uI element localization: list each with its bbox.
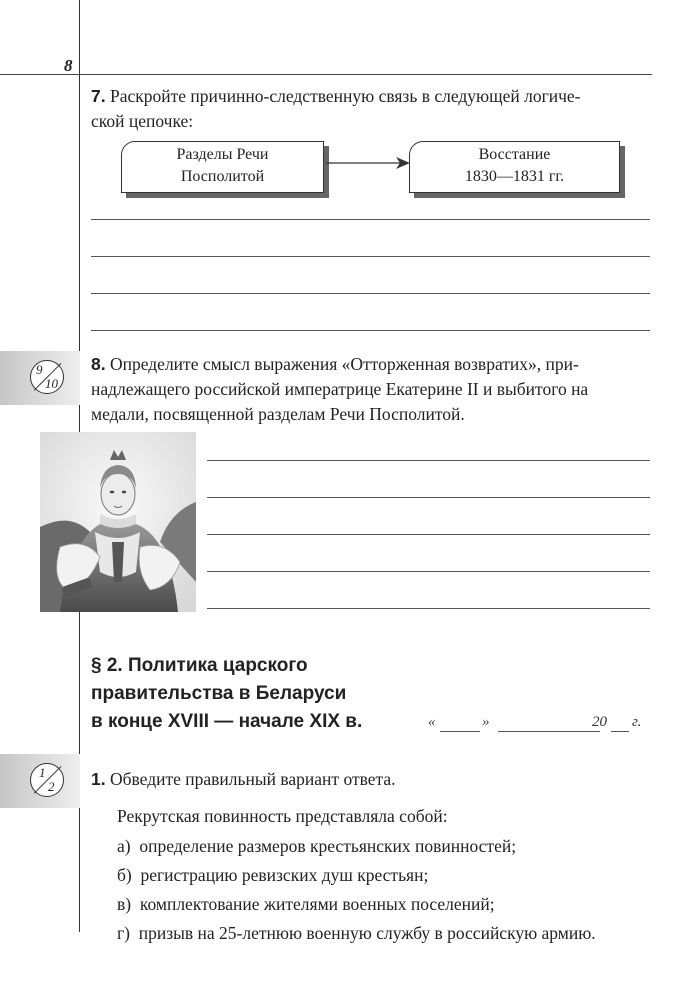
- task-8-line-3: медали, посвященной разделам Речи Посполитой.: [91, 404, 465, 424]
- chain-box-partitions-line-2: Посполитой: [180, 168, 265, 185]
- portrait-empress-image: [40, 432, 196, 612]
- task-7-line-2: ской цепочке:: [91, 111, 194, 131]
- answer-option-c[interactable]: [117, 892, 495, 916]
- section-heading-line-3: в конце XVIII — начале XIX в.: [91, 711, 363, 732]
- option-letter: а): [117, 836, 131, 856]
- answer-option-d[interactable]: [117, 921, 596, 945]
- option-letter: г): [117, 923, 131, 943]
- difficulty-badge-circle: [30, 360, 64, 394]
- section-heading-line-2: правительства в Беларуси: [91, 683, 347, 704]
- chain-box-uprising-line-2: 1830—1831 гг.: [464, 168, 565, 185]
- option-text: комплектование жителями военных поселений;: [139, 894, 495, 914]
- option-text: призыв на 25-летнюю военную службу в российскую армию.: [138, 923, 596, 943]
- date-month-blank[interactable]: [498, 731, 600, 732]
- task-8-number: 8.: [91, 354, 106, 374]
- option-text: регистрацию ревизских душ крестьян;: [140, 865, 429, 885]
- task-8-text: [91, 352, 651, 427]
- date-open-quote: «: [428, 714, 436, 730]
- section-heading: [91, 652, 362, 736]
- date-day-blank[interactable]: [440, 731, 480, 732]
- option-letter: в): [117, 894, 132, 914]
- answer-line[interactable]: [207, 608, 650, 609]
- header-rule: [0, 74, 652, 75]
- chain-box-partitions-line-1: Разделы Речи: [176, 146, 269, 163]
- task-8-line-1: Определите смысл выражения «Отторженная возвратих», при-: [109, 354, 579, 374]
- task-7-line-1: Раскройте причинно-следственную связь в следующей логиче-: [109, 86, 581, 106]
- date-field[interactable]: [428, 714, 650, 736]
- answer-option-b[interactable]: [117, 863, 428, 887]
- answer-line[interactable]: [91, 219, 650, 220]
- option-letter: б): [117, 865, 132, 885]
- task-8-line-2: надлежащего российской императрице Екатерине II и выбитого на: [91, 379, 589, 399]
- badge-bottom-number: 10: [45, 376, 58, 391]
- answer-line[interactable]: [91, 256, 650, 257]
- task-1-question: Рекрутская повинность представляла собой:: [117, 806, 448, 826]
- answer-line[interactable]: [207, 571, 650, 572]
- chain-box-uprising: [409, 141, 620, 193]
- chain-box-partitions: [121, 141, 324, 193]
- section-heading-line-1: § 2. Политика царского: [91, 655, 308, 676]
- answer-option-a[interactable]: [117, 834, 516, 858]
- task-1-text: [91, 767, 396, 792]
- date-close-quote: »: [482, 714, 490, 730]
- chain-box-uprising-line-1: Восстание: [478, 146, 551, 163]
- page-number: 8: [64, 56, 73, 75]
- answer-line[interactable]: [207, 534, 650, 535]
- date-year-suffix: г.: [632, 714, 642, 730]
- badge-top-number: 1: [39, 765, 46, 780]
- answer-line[interactable]: [91, 293, 650, 294]
- task-1-instruction: Обведите правильный вариант ответа.: [109, 769, 396, 789]
- badge-bottom-number: 2: [48, 779, 55, 794]
- difficulty-badge-circle: [30, 763, 64, 797]
- option-text: определение размеров крестьянских повинностей;: [139, 836, 517, 856]
- answer-line[interactable]: [207, 497, 650, 498]
- date-year-prefix: 20: [592, 714, 607, 730]
- badge-top-number: 9: [36, 362, 43, 377]
- arrow-right-icon: [326, 156, 410, 170]
- answer-line[interactable]: [207, 460, 650, 461]
- task-7-number: 7.: [91, 86, 106, 106]
- task-1-number: 1.: [91, 769, 106, 789]
- date-year-blank[interactable]: [611, 731, 629, 732]
- task-7-text: [91, 84, 651, 134]
- answer-line[interactable]: [91, 330, 650, 331]
